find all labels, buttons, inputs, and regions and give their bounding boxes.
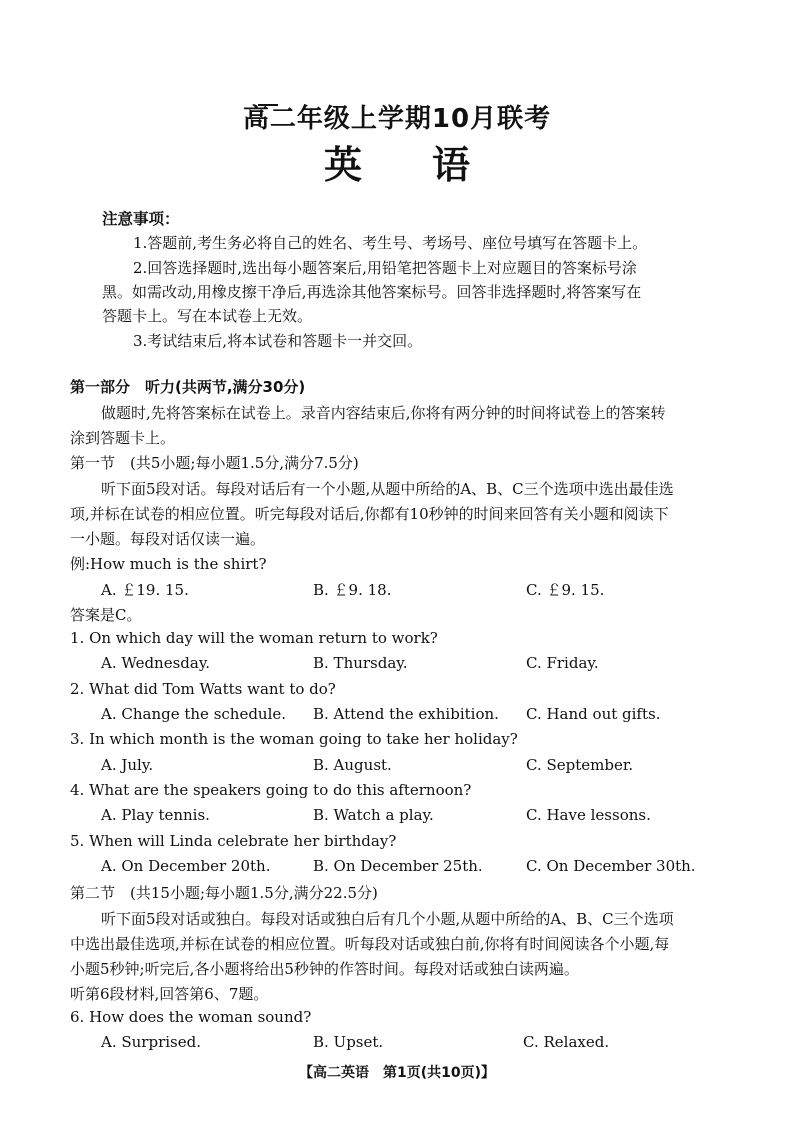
exam-subject: 英语 [323,143,540,187]
section1-intro: 听下面5段对话。每段对话后有一个小题,从题中所给的A、B、C三个选项中选出最佳选 [101,480,674,498]
section2-material: 听第6段材料,回答第6、7题。 [70,985,269,1003]
example-option-c: C. ￡9. 15. [526,581,605,599]
question-5-option-c: C. On December 30th. [526,857,696,875]
section1-intro: 一小题。每段对话仅读一遍。 [70,530,266,548]
question-3-option-c: C. September. [526,756,634,774]
question-4-option-b: B. Watch a play. [313,806,434,824]
question-3-option-b: B. August. [313,756,392,774]
notice-heading: 注意事项： [102,210,180,228]
section2-intro: 小题5秒钟;听完后,各小题将给出5秒钟的作答时间。每段对话或独白读两遍。 [70,960,579,978]
section2-heading: 第二节 (共15小题;每小题1.5分,满分22.5分) [70,884,378,902]
section2-intro: 听下面5段对话或独白。每段对话或独白后有几个小题,从题中所给的A、B、C三个选项 [101,910,674,928]
question-1-option-a: A. Wednesday. [101,654,211,672]
section2-intro: 中选出最佳选项,并标在试卷的相应位置。听每段对话或独白前,你将有时间阅读各个小题,每 [70,935,670,953]
section1-heading: 第一节 (共5小题;每小题1.5分,满分7.5分) [70,454,359,472]
example-answer: 答案是C。 [70,606,142,624]
notice-item: 3.考试结束后,将本试卷和答题卡一并交回。 [133,332,423,350]
question-6: 6. How does the woman sound? [70,1008,312,1026]
notice-item: 1.答题前,考生务必将自己的姓名、考生号、考场号、座位号填写在答题卡上。 [133,234,648,252]
example-option-b: B. ￡9. 18. [313,581,392,599]
question-3-option-a: A. July. [101,756,154,774]
question-1: 1. On which day will the woman return to work? [70,629,438,647]
question-4-option-a: A. Play tennis. [101,806,210,824]
question-1-option-c: C. Friday. [526,654,599,672]
example-question: 例:How much is the shirt? [70,555,267,573]
question-4-option-c: C. Have lessons. [526,806,651,824]
question-3: 3. In which month is the woman going to take her holiday? [70,730,518,748]
question-2-option-b: B. Attend the exhibition. [313,705,499,723]
question-5-option-a: A. On December 20th. [101,857,271,875]
question-5: 5. When will Linda celebrate her birthday? [70,832,397,850]
notice-item: 黑。如需改动,用橡皮擦干净后,再选涂其他答案标号。回答非选择题时,将答案写在 [102,283,642,301]
question-5-option-b: B. On December 25th. [313,857,483,875]
section1-intro: 项,并标在试卷的相应位置。听完每段对话后,你都有10秒钟的时间来回答有关小题和阅读下 [70,505,669,523]
part1-heading: 第一部分 听力(共两节,满分30分) [70,378,306,396]
notice-item: 答题卡上。写在本试卷上无效。 [102,307,313,325]
question-1-option-b: B. Thursday. [313,654,408,672]
question-2-option-a: A. Change the schedule. [101,705,287,723]
question-6-option-b: B. Upset. [313,1033,384,1051]
question-2: 2. What did Tom Watts want to do? [70,680,336,698]
question-6-option-a: A. Surprised. [101,1033,201,1051]
exam-title: 高二年级上学期10月联考 [242,104,552,134]
question-4: 4. What are the speakers going to do this afternoon? [70,781,472,799]
notice-item: 2.回答选择题时,选出每小题答案后,用铅笔把答题卡上对应题目的答案标号涂 [133,259,637,277]
question-2-option-c: C. Hand out gifts. [526,705,661,723]
question-6-option-c: C. Relaxed. [523,1033,610,1051]
page-footer: 【高二英语 第1页(共10页)】 [298,1065,496,1081]
part1-intro: 做题时,先将答案标在试卷上。录音内容结束后,你将有两分钟的时间将试卷上的答案转 [101,404,666,422]
part1-intro: 涂到答题卡上。 [70,429,176,447]
example-option-a: A. ￡19. 15. [101,581,189,599]
